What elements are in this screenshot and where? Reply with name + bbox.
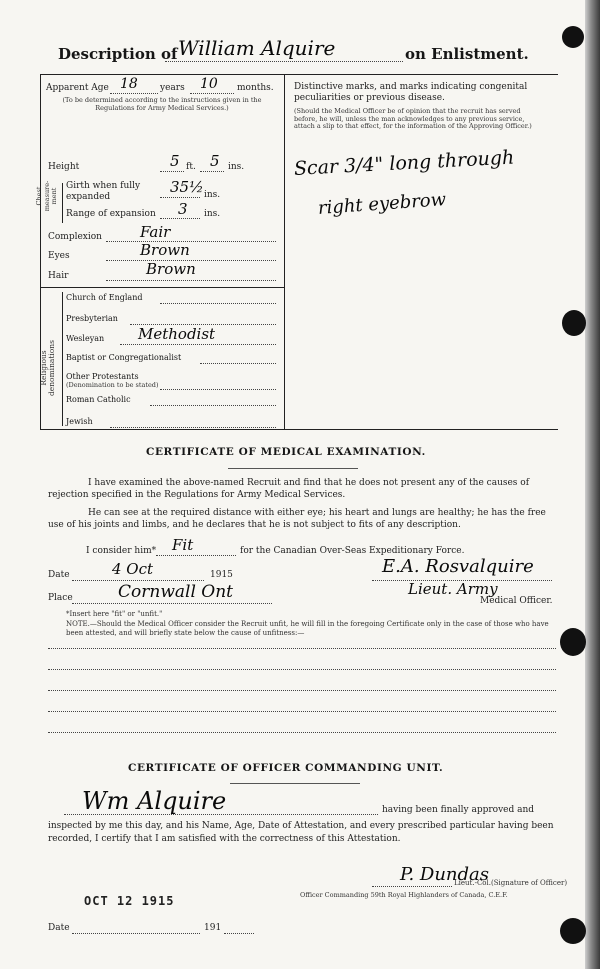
age-months-line [190,93,234,94]
hair-value: Brown [146,260,196,278]
complexion-line [106,241,276,242]
ft-label: ft. [186,162,196,172]
reason-line-2 [48,669,556,670]
religion-value: Methodist [138,325,216,343]
height-in: 5 [210,152,220,170]
hair-label: Hair [48,271,69,281]
header-title-label: Description of [58,45,178,63]
scan-edge [585,0,600,969]
medical-place-line [72,603,272,604]
eyes-label: Eyes [48,251,70,261]
officer-sig-label: Lieut.-Col.(Signature of Officer) [454,879,568,887]
religion-top-rule [40,287,284,288]
recruit-name: William Alquire [178,36,336,60]
punch-hole [562,310,586,336]
range-value: 3 [178,200,188,218]
medical-place-value: Cornwall Ont [118,582,233,602]
age-years-line [110,93,158,94]
mid-rule [40,429,558,430]
officer-signature: P. Dundas [400,864,490,885]
officer-signature-line [372,886,452,887]
medical-para2: He can see at the required distance with either eye; his heart and lungs are healthy; he has the free use of his joints and limbs, and he declares that he is not subject to fits of any description. [48,508,546,530]
officer-date-line [72,933,200,934]
religion-line [110,427,276,428]
medical-year: 1915 [210,570,233,580]
insert-note: *Insert here "fit" or "unfit." [66,610,163,618]
years-label: years [160,83,185,93]
marks-line1: Scar 3/4" long through [293,146,515,180]
religion-other-protestants: Other Protestants [66,372,139,381]
religion-jewish: Jewish [66,417,93,426]
complexion-value: Fair [140,223,171,241]
eyes-value: Brown [140,241,190,259]
chest-bracket [62,183,63,223]
top-rule [40,74,558,75]
height-ft-line [160,171,184,172]
medical-date-line [72,580,204,581]
religion-presbyterian: Presbyterian [66,314,118,323]
medical-para1: I have examined the above-named Recruit and find that he does not present any of the causes of rejection specified in the Regulations for Army Medical Services. [48,478,530,500]
punch-hole [562,26,584,48]
consider-line [156,555,236,556]
officer-year-suffix: 191 [204,923,222,933]
officer-heading-rule [230,783,360,784]
medical-rank: Lieut. Army [408,580,498,598]
reason-line-5 [48,732,556,733]
punch-hole [560,628,586,656]
range-label: Range of expansion [66,209,156,219]
range-line [160,218,200,219]
reason-line-1 [48,648,556,649]
medical-heading-rule [228,468,358,469]
religion-church-of-england: Church of England [66,293,143,302]
marks-note: (Should the Medical Officer be of opinion that the recruit has served before, he will, unless the man acknowledges to any previous service, attach a slip to that effect, for the information of the Approving Officer.) [294,107,532,130]
religion-line [150,405,276,406]
religion-line [200,363,276,364]
height-ft: 5 [170,152,180,170]
height-label: Height [48,162,80,172]
ins-label-girth: ins. [204,190,221,200]
religion-line [160,389,276,390]
girth-value: 35½ [170,178,204,196]
ins-label-range: ins. [204,209,221,219]
apparent-age-label: Apparent Age [46,83,109,93]
height-in-line [200,171,224,172]
medical-heading: CERTIFICATE OF MEDICAL EXAMINATION. [146,446,426,458]
medical-note: NOTE.—Should the Medical Officer consider the Recruit unfit, he will fill in the foregoing Certificate only in the case of those who have been attested, and will briefly state below the cause of unfitness:— [66,620,549,637]
medical-place-label: Place [48,593,73,603]
age-months: 10 [200,76,218,92]
religion-side-label: Religious denominations [39,340,56,397]
consider-value: Fit [172,536,194,554]
consider-suffix: for the Canadian Over-Seas Expeditionary Force. [240,546,465,556]
consider-label: I consider him* [86,546,157,556]
medical-officer-label: Medical Officer. [480,596,553,606]
reason-line-4 [48,711,556,712]
religion-roman-catholic: Roman Catholic [66,395,131,404]
marks-line2: right eyebrow [317,189,447,219]
punch-hole [560,918,586,944]
ins-label-height: ins. [228,162,245,172]
chest-label: Chest measure-ment [35,180,58,212]
age-note: (To be determined according to the instructions given in the Regulations for Army Medical Services.) [62,96,262,112]
girth-label: Girth when fully expanded [66,181,141,202]
officer-date-label: Date [48,923,70,933]
officer-heading: CERTIFICATE OF OFFICER COMMANDING UNIT. [128,762,444,774]
officer-date-stamp: OCT 12 1915 [84,894,175,908]
religion-line [120,344,276,345]
medical-date-label: Date [48,570,70,580]
officer-approved-text: having been finally approved and [382,805,535,815]
hair-line [106,280,276,281]
medical-date-value: 4 Oct [112,560,154,578]
girth-line [160,197,200,198]
officer-para: inspected by me this day, and his Name, Age, Date of Attestation, and every prescribed particular having been recorded, I certify that I am satisfied with the correctness of this Attestation. [48,821,554,844]
center-divider [284,74,285,429]
religion-baptist: Baptist or Congregationalist [66,353,182,362]
months-label: months. [237,83,274,93]
marks-label: Distinctive marks, and marks indicating congenital peculiarities or previous disease. [294,82,528,103]
age-years: 18 [120,76,138,92]
religion-denomination-note: (Denomination to be stated) [66,381,159,389]
complexion-label: Complexion [48,232,102,242]
reason-line-3 [48,690,556,691]
officer-recruit-name: Wm Alquire [82,787,227,815]
religion-wesleyan: Wesleyan [66,334,105,343]
officer-year-line [224,933,254,934]
officer-name-line [64,814,378,815]
religion-line [160,303,276,304]
name-line [165,61,403,62]
officer-unit: Officer Commanding 59th Royal Highlanders of Canada, C.E.F. [300,891,508,899]
medical-signature: E.A. Rosvalquire [382,556,534,577]
religion-bracket [62,292,63,426]
header-suffix: on Enlistment. [405,45,529,63]
